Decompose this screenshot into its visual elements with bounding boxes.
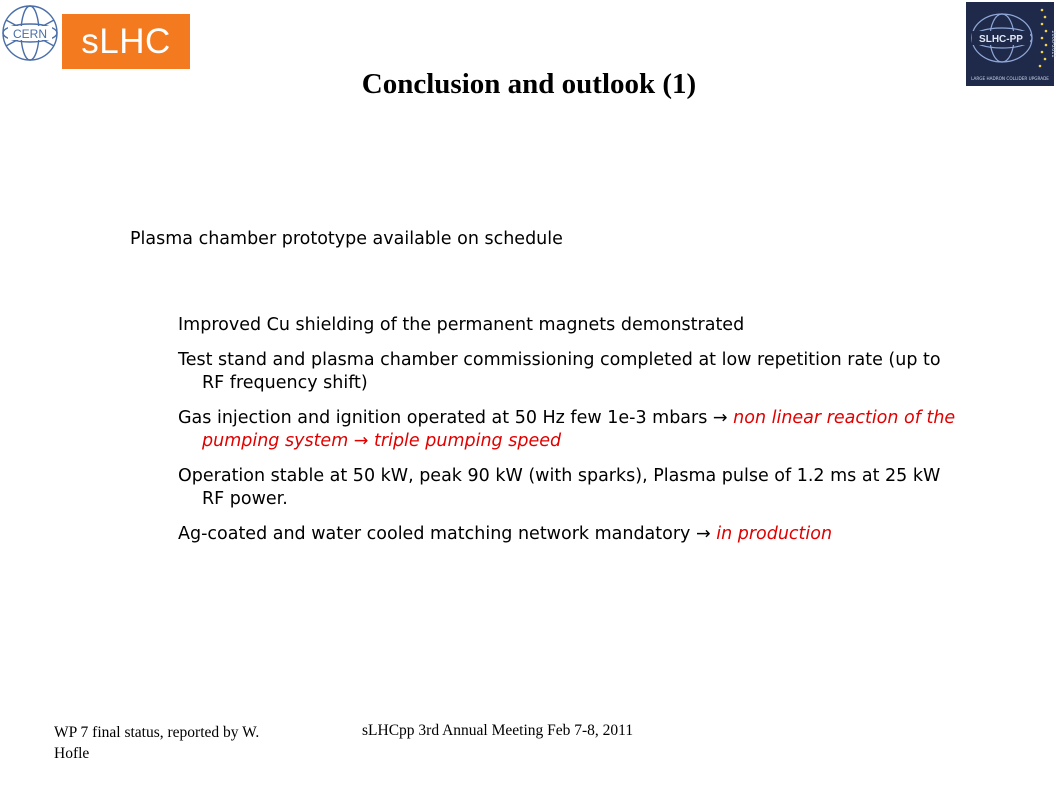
slhcpp-logo-years: 2008-2011 [1050,30,1056,58]
list-item [178,407,968,453]
list-item [178,314,968,337]
slhcpp-logo-subtitle: LARGE HADRON COLLIDER UPGRADE [971,76,1049,81]
slhc-logo [62,14,190,69]
bullet-text: Operation stable at 50 kW, peak 90 kW (with sparks), Plasma pulse of 1.2 ms at 25 kW RF power. [178,466,941,509]
list-item [178,465,968,511]
slide-title: Conclusion and outlook (1) [361,68,697,100]
cern-logo-text: CERN [12,27,48,41]
bullet-text: Ag-coated and water cooled matching network mandatory → [178,524,717,544]
list-item [178,349,968,395]
cern-logo [0,0,62,64]
footer-meeting: sLHCpp 3rd Annual Meeting Feb 7-8, 2011 [362,722,634,739]
bullet-text: Gas injection and ignition operated at 50 Hz few 1e-3 mbars → [178,408,734,428]
bullet-list [178,314,968,558]
bullet-text: Improved Cu shielding of the permanent magnets demonstrated [178,315,745,335]
list-item [178,523,968,546]
slhcpp-logo-text: SLHC-PP [979,34,1023,45]
bullet-highlight: non linear reaction of the pumping system → triple pumping speed [202,408,956,451]
slhc-logo-text: sLHC [81,21,171,61]
bullet-highlight: in production [716,524,833,544]
lead-text: Plasma chamber prototype available on schedule [130,229,563,249]
bullet-text: Test stand and plasma chamber commissioning completed at low repetition rate (up to RF frequency shift) [178,350,941,393]
footer-author: WP 7 final status, reported by W. Hofle [54,724,260,762]
